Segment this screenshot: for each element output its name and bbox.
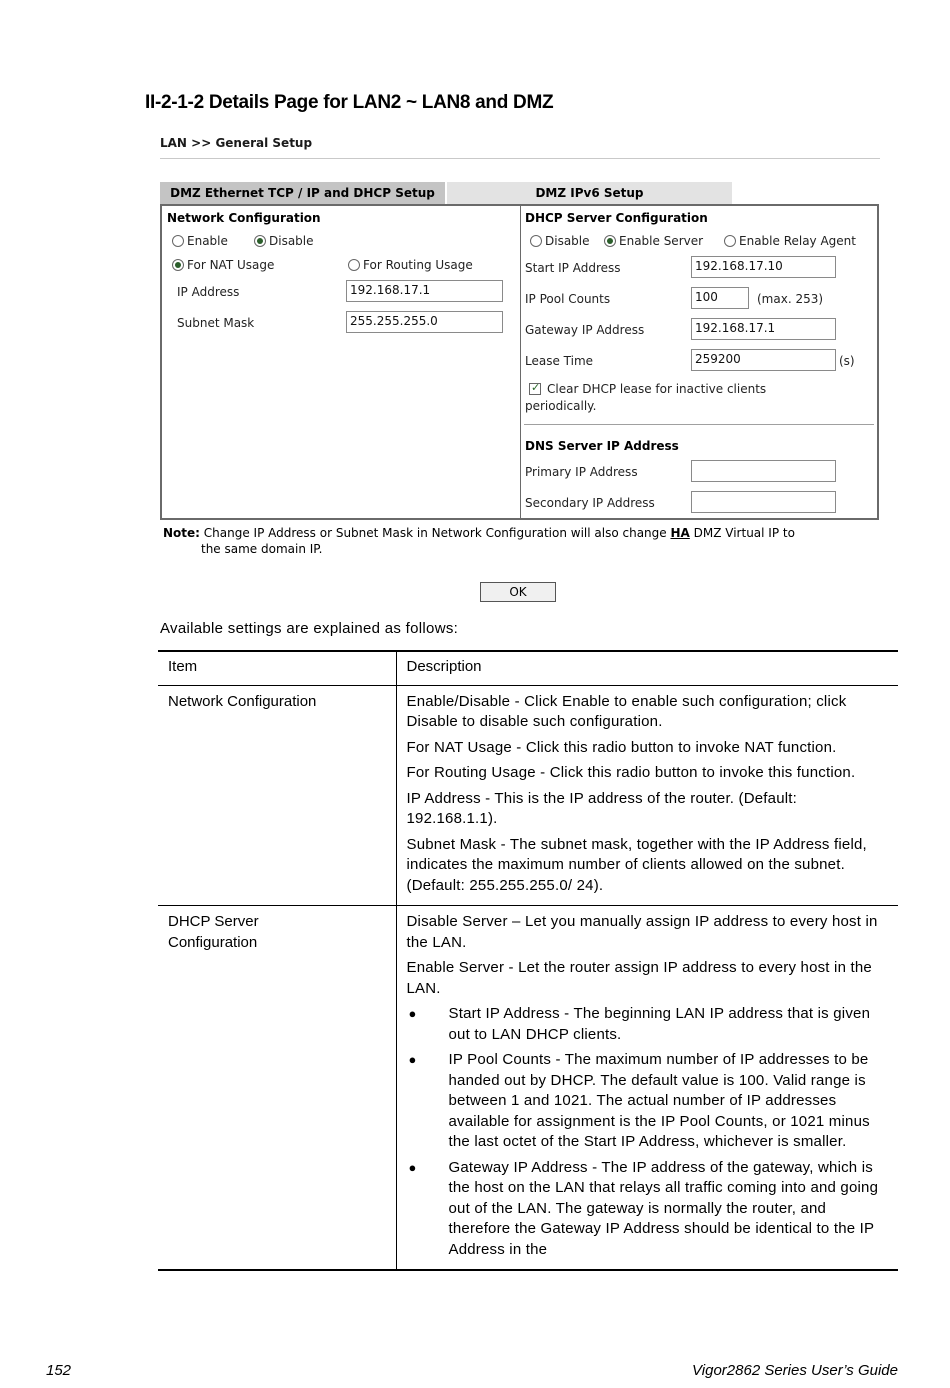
dhcp-relay-label: Enable Relay Agent: [739, 234, 856, 248]
radio-icon: [348, 259, 360, 271]
clear-lease-label: Clear DHCP lease for inactive clients: [547, 382, 767, 396]
dns-title: DNS Server IP Address: [525, 439, 679, 453]
desc-routing-usage: For Routing Usage - Click this radio button to invoke this function.: [406, 764, 856, 781]
dns-divider: [524, 424, 874, 425]
dhcp-disable-radio[interactable]: [530, 234, 590, 248]
routing-usage-label: For Routing Usage: [363, 258, 473, 272]
lease-time-label: Lease Time: [525, 354, 594, 368]
desc-pool-counts: IP Pool Counts - The maximum number of IP addresses to be handed out by DHCP. The default value is 100. Valid range is between 1 and 1021. The actual number of IP addresses available for assignment is the IP Pool Counts, or 1021 minus the last octet of the Start IP Address, whichever is smaller.: [448, 1051, 870, 1150]
desc-subnet-mask: Subnet Mask - The subnet mask, together with the IP Address field, indicates the maximum number of clients allowed on the subnet. (Default: 255.255.255.0/ 24).: [406, 835, 867, 894]
start-ip-label: Start IP Address: [525, 261, 621, 275]
table-row: [158, 906, 898, 1271]
table-row: [158, 685, 898, 906]
dhcp-relay-radio[interactable]: [724, 234, 856, 248]
lease-time-input[interactable]: 259200: [691, 349, 836, 371]
breadcrumb-divider: [160, 158, 880, 159]
subnet-mask-label: Subnet Mask: [177, 316, 255, 330]
row-description: [396, 685, 898, 906]
clear-lease-checkbox[interactable]: [529, 382, 766, 396]
row-item: Network Configuration: [158, 685, 396, 906]
tab-dmz-ipv6[interactable]: DMZ IPv6 Setup: [447, 182, 732, 204]
checkbox-checked-icon: [529, 383, 541, 395]
breadcrumb: LAN >> General Setup: [160, 136, 313, 150]
note-text-cont: DMZ Virtual IP to: [689, 526, 795, 540]
section-heading: II-2-1-2 Details Page for LAN2 ~ LAN8 and DMZ: [145, 92, 554, 113]
network-disable-radio[interactable]: [254, 234, 314, 248]
note-prefix: Note:: [163, 526, 200, 540]
desc-enable-disable: Enable/Disable - Click Enable to enable such configuration; click Disable to disable such configuration.: [406, 692, 847, 730]
bullet-item: [407, 1158, 889, 1261]
dhcp-enable-server-label: Enable Server: [619, 234, 704, 248]
nat-usage-radio[interactable]: [172, 258, 274, 272]
nat-usage-label: For NAT Usage: [187, 258, 275, 272]
bullet-icon: ●: [408, 1052, 417, 1067]
routing-usage-radio[interactable]: [348, 258, 473, 272]
lease-time-unit: (s): [839, 354, 855, 368]
settings-table: [158, 650, 898, 1271]
ha-note: [163, 525, 878, 557]
bullet-icon: ●: [408, 1159, 417, 1175]
ha-link[interactable]: HA: [670, 526, 690, 540]
subnet-mask-input[interactable]: 255.255.255.0: [346, 311, 503, 333]
row-item-line2: Configuration: [168, 933, 258, 951]
radio-icon: [724, 235, 736, 247]
primary-dns-label: Primary IP Address: [525, 465, 638, 479]
row-item: [158, 906, 396, 1271]
bullet-item: [407, 1004, 889, 1045]
desc-enable-server: Enable Server - Let the router assign IP address to every host in the LAN.: [406, 959, 872, 997]
ip-address-input[interactable]: 192.168.17.1: [346, 280, 503, 302]
radio-icon: [172, 235, 184, 247]
row-item-line1: DHCP Server: [168, 913, 259, 930]
radio-icon: [530, 235, 542, 247]
network-config-title: Network Configuration: [167, 211, 321, 225]
dhcp-disable-label: Disable: [545, 234, 590, 248]
gateway-ip-input[interactable]: 192.168.17.1: [691, 318, 836, 340]
desc-nat-usage: For NAT Usage - Click this radio button to invoke NAT function.: [406, 738, 837, 756]
tab-dmz-ethernet[interactable]: DMZ Ethernet TCP / IP and DHCP Setup: [160, 182, 445, 204]
header-item: Item: [158, 651, 396, 685]
secondary-dns-label: Secondary IP Address: [525, 496, 655, 510]
desc-disable-server: Disable Server – Let you manually assign IP address to every host in the LAN.: [406, 913, 878, 951]
network-enable-radio[interactable]: [172, 234, 228, 248]
panel-divider: [520, 206, 521, 518]
row-description: [396, 906, 898, 1271]
desc-start-ip: Start IP Address - The beginning LAN IP address that is given out to LAN DHCP clients.: [448, 1005, 871, 1043]
page-number: 152: [46, 1362, 72, 1379]
settings-panel: [160, 204, 879, 520]
ip-address-label: IP Address: [177, 285, 240, 299]
clear-lease-label-cont: periodically.: [525, 399, 597, 413]
note-text-line2: the same domain IP.: [201, 542, 323, 556]
desc-gateway-ip: Gateway IP Address - The IP address of the gateway, which is the host on the LAN that relays all traffic coming into and going out of the LAN. The gateway is normally the router, and therefore the Gateway IP Address should be identical to the IP Address in the: [448, 1158, 879, 1258]
pool-counts-input[interactable]: 100: [691, 287, 749, 309]
guide-title: Vigor2862 Series User’s Guide: [692, 1362, 898, 1379]
dhcp-enable-server-radio[interactable]: [604, 234, 703, 248]
bullet-icon: ●: [408, 1006, 417, 1021]
bullet-item: [407, 1050, 889, 1153]
ok-button[interactable]: OK: [480, 582, 556, 602]
radio-selected-icon: [254, 235, 266, 247]
intro-text: Available settings are explained as follows:: [160, 620, 459, 637]
primary-dns-input[interactable]: [691, 460, 836, 482]
dhcp-config-title: DHCP Server Configuration: [525, 211, 708, 225]
radio-selected-icon: [604, 235, 616, 247]
secondary-dns-input[interactable]: [691, 491, 836, 513]
network-disable-label: Disable: [269, 234, 314, 248]
pool-max-hint: (max. 253): [757, 292, 824, 306]
pool-counts-label: IP Pool Counts: [525, 292, 611, 306]
radio-selected-icon: [172, 259, 184, 271]
header-description: Description: [406, 658, 482, 675]
note-text: Change IP Address or Subnet Mask in Network Configuration will also change: [203, 526, 671, 540]
gateway-ip-label: Gateway IP Address: [525, 323, 645, 337]
table-header-row: [158, 651, 898, 685]
desc-ip-address: IP Address - This is the IP address of the router. (Default: 192.168.1.1).: [406, 789, 798, 827]
network-enable-label: Enable: [187, 234, 228, 248]
start-ip-input[interactable]: 192.168.17.10: [691, 256, 836, 278]
